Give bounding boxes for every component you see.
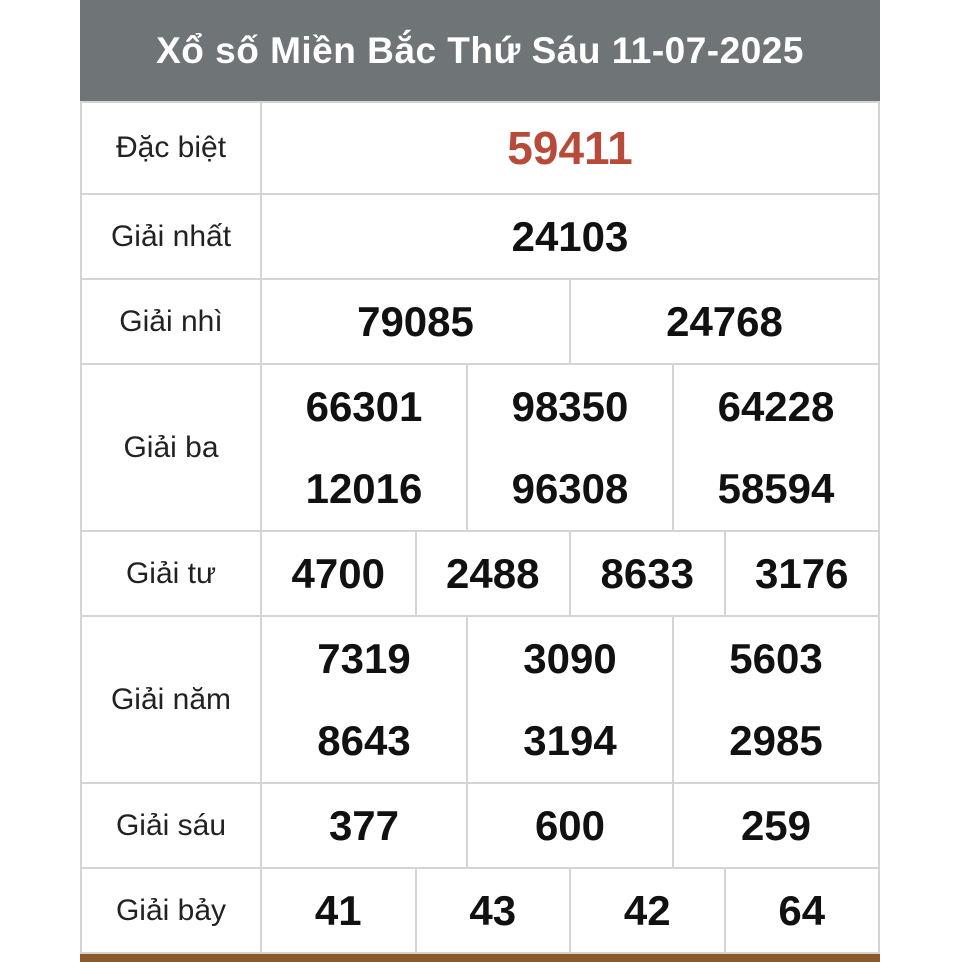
footer-bar [80, 954, 880, 962]
prize-number: 24768 [570, 279, 879, 364]
prize-number: 58594 [717, 464, 835, 512]
prize-number-cell [467, 616, 673, 783]
prize-number: 7319 [317, 634, 411, 682]
prize-number: 2488 [416, 531, 571, 616]
prize-number: 2985 [729, 716, 823, 764]
prize-label: Giải nhì [81, 279, 261, 364]
prize-number-cell [673, 364, 879, 531]
prize-number: 96308 [511, 464, 629, 512]
prize-row-dac-biet [81, 102, 879, 194]
prize-row-giai-nam [81, 616, 879, 783]
prize-label: Giải năm [81, 616, 261, 783]
prize-number: 43 [416, 868, 571, 953]
prize-row-giai-sau [81, 783, 879, 868]
results-table [80, 101, 880, 954]
prize-label: Giải tư [81, 531, 261, 616]
prize-number: 4700 [261, 531, 416, 616]
prize-number: 3194 [523, 716, 617, 764]
prize-number: 98350 [511, 382, 629, 430]
prize-number: 64228 [717, 382, 835, 430]
lottery-results-board [80, 0, 880, 962]
prize-number: 377 [261, 783, 467, 868]
prize-number: 64 [725, 868, 880, 953]
prize-number: 3176 [725, 531, 880, 616]
prize-row-giai-ba [81, 364, 879, 531]
prize-number: 41 [261, 868, 416, 953]
prize-number: 259 [673, 783, 879, 868]
prize-number: 79085 [261, 279, 570, 364]
prize-row-giai-nhat [81, 194, 879, 279]
prize-number: 24103 [261, 194, 879, 279]
page-title: Xổ số Miền Bắc Thứ Sáu 11-07-2025 [80, 0, 880, 101]
prize-number: 12016 [305, 464, 423, 512]
prize-number: 42 [570, 868, 725, 953]
prize-number: 66301 [305, 382, 423, 430]
prize-number: 3090 [523, 634, 617, 682]
prize-label: Giải ba [81, 364, 261, 531]
prize-number: 5603 [729, 634, 823, 682]
prize-number: 600 [467, 783, 673, 868]
prize-label: Giải bảy [81, 868, 261, 953]
prize-label: Đặc biệt [81, 102, 261, 194]
prize-label: Giải nhất [81, 194, 261, 279]
special-prize-number: 59411 [261, 102, 879, 194]
prize-number-cell [261, 364, 467, 531]
prize-row-giai-bay [81, 868, 879, 953]
prize-number-cell [673, 616, 879, 783]
prize-number: 8643 [317, 716, 411, 764]
prize-number-cell [467, 364, 673, 531]
prize-row-giai-tu [81, 531, 879, 616]
prize-number: 8633 [570, 531, 725, 616]
prize-row-giai-nhi [81, 279, 879, 364]
prize-number-cell [261, 616, 467, 783]
prize-label: Giải sáu [81, 783, 261, 868]
